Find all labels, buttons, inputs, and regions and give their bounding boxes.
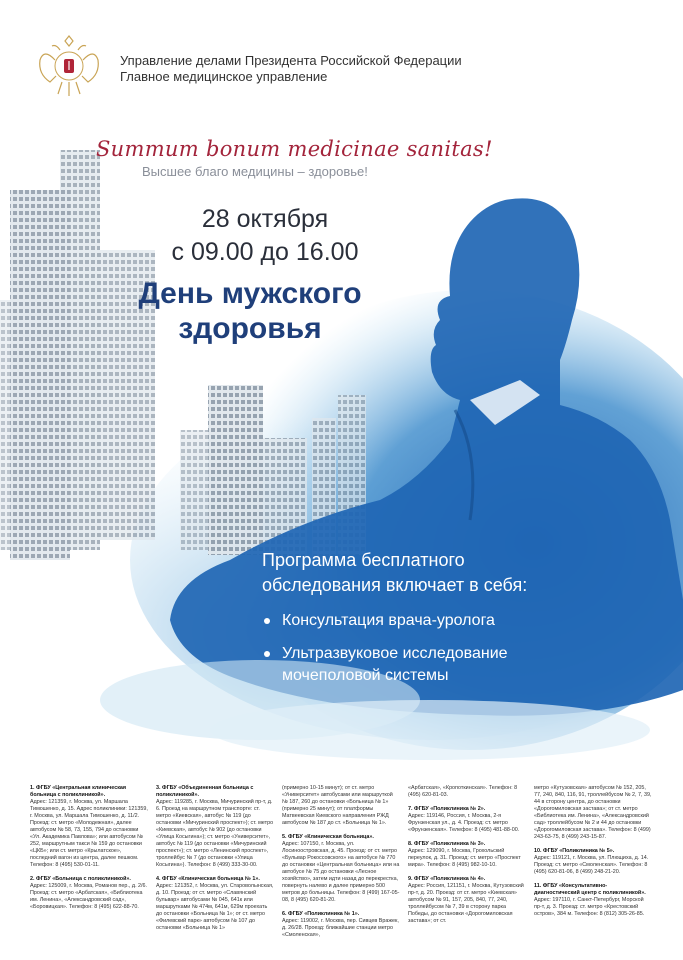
clinic-name: 10. ФГБУ «Поликлиника № 5». [534,848,615,854]
program-title-line-1: Программа бесплатного [262,550,465,570]
clinic-entry [534,848,652,876]
clinic-details: «Арбатская», «Кропоткинская». Телефон: 8 (495) 620-81-03. [408,785,518,798]
address-column [534,785,652,925]
bullet-icon [264,651,270,657]
event-title-line-2: здоровья [178,312,322,345]
clinic-details: Адрес: 119146, Россия, г. Москва, 2-я Фрунзенская ул., д. 4. Проезд: ст. метро «Фрунзенская». Телефон: 8 (495) 481-88-00. [408,813,520,833]
org-line-1: Управление делами Президента Российской Федерации [120,53,462,68]
program-title [262,548,592,598]
clinic-name: 9. ФГБУ «Поликлиника № 4». [408,876,486,882]
program-item-text: Консультация врача-уролога [282,612,495,629]
clinic-details: Адрес: 125009, г. Москва, Романов пер., д. 2/6. Проезд: ст. метро «Арбатская», «Библиотека им. Ленина», «Александровский сад», «Боровицкая». Телефон: 8 (495) 622-88-70. [30,883,148,910]
clinic-entry [282,785,400,827]
program-item [262,643,582,687]
clinic-entry [408,876,526,925]
address-column [282,785,400,946]
clinic-address-list [30,785,660,955]
clinic-name: 7. ФГБУ «Поликлиника № 2». [408,806,486,812]
clinic-details: Адрес: 107150, г. Москва, ул. Лосиноостровская, д. 45. Проезд: от ст. метро «Бульвар Рокоссовского» на автобусе № 770 до остановки «Центральная больница» или на автобусе № 75 до остановки «Лесное хозяйство», затем идти назад до перекрестка, повернуть налево и далее примерно 500 метров до больницы. Телефон: 8 (499) 167-05-08, 8 (495) 620-81-20. [282,841,400,903]
clinic-name: 3. ФГБУ «Объединенная больница с поликлиникой». [156,785,254,798]
clinic-details: Адрес: 119121, г. Москва, ул. Плющиха, д. 14. Проезд: ст. метро «Смоленская». Телефон: 8 (495) 620-81-06, 8 (499) 248-21-20. [534,855,649,875]
event-title-line-1: День мужского [138,277,362,310]
clinic-details: Адрес: 121352, г. Москва, ул. Староволынская, д. 10. Проезд: от ст. метро «Славянский бульвар» автобусами № 045, 641к или маршрутками № 474м, 641м, 629м проехать до остановки «Больница № 1»; от ст. метро «Филевский парк» автобусом № 107 до остановки «Больница № 1» [156,883,274,931]
program-item [262,610,582,632]
clinic-entry [534,785,652,841]
motto-translation: Высшее благо медицины – здоровье! [142,164,368,179]
address-column [156,785,274,939]
program-title-line-2: обследования включает в себя: [262,575,528,595]
clinic-entry [156,876,274,932]
clinic-name: 6. ФГБУ «Поликлиника № 1». [282,911,360,917]
clinic-name: 5. ФГБУ «Клиническая больница». [282,834,374,840]
address-column [30,785,148,918]
program-item-text-line-1: Ультразвуковое исследование [282,645,508,662]
clinic-details: Адрес: Россия, 121151, г. Москва, Кутузовский пр-т, д. 20. Проезд: от ст. метро «Киевская» автобусом № 91, 157, 205, 840, 77, 240, троллейбусом № 7, 39 в сторону парка Победы, до остановки «Дорогомиловская застава»; от ст. [408,883,524,924]
clinic-name: 2. ФГБУ «Больница с поликлиникой». [30,876,131,882]
clinic-entry [408,841,526,869]
clinic-entry [282,834,400,904]
clinic-entry [282,911,400,939]
clinic-details: Адрес: 129090, г. Москва, Грохольский переулок, д. 31. Проезд: ст. метро «Проспект мира». Телефон: 8 (495) 982-10-10. [408,848,521,868]
clinic-entry [408,785,526,799]
clinic-name: 1. ФГБУ «Центральная клиническая больница с поликлиникой». [30,785,127,798]
clinic-entry [534,883,652,918]
event-date: 28 октября [201,205,329,233]
clinic-details: Адрес: 121359, г. Москва, ул. Маршала Тимошенко, д. 15. Адрес поликлиники: 121359, г. Москва, ул. Маршала Тимошенко, д. 11/2. Проезд: ст. метро «Молодежная», далее автобусом № 58, 73, 155, 794 до остановки «Ул. Академика Павлова»; или автобусом № 252, маршрутным такси № 159 до остановки «ЦКБ»; или ст. метро «Крылатское», последний вагон из центра, далее пешком. Телефон: 8 (495) 530-01-11. [30,799,148,868]
clinic-name: 11. ФГБУ «Консультативно-диагностический центр с поликлиникой». [534,883,646,896]
clinic-name: 4. ФГБУ «Клиническая больница № 1». [156,876,260,882]
clinic-details: Адрес: 197110, г. Санкт-Петербург, Морской пр-т, д. 3. Проезд: ст. метро «Крестовский остров», 384 м. Телефон: 8 (812) 305-26-85. [534,897,645,917]
clinic-entry [156,785,274,869]
clinic-entry [408,806,526,834]
program-item-text-line-2: мочеполовой системы [282,667,449,684]
clinic-entry [30,876,148,911]
clinic-details: Адрес: 119285, г. Москва, Мичуринский пр-т, д. 6. Проезд на маршрутном транспорте: ст. метро «Киевская», автобус № 119 (до остановки «Мичуринский проспект»); ст. метро «Киевская», автобус № 902 (до остановки «Улица Косыгина»); ст. метро «Университет», автобус № 119 (до остановки «Мичуринский проспект»); ст. метро «Ленинский проспект», троллейбус № 7 (до остановки «Улица Косыгина»). Телефон: 8 (499) 333-30-00. [156,799,274,868]
address-column [408,785,526,932]
double-headed-eagle-emblem-icon [34,30,104,100]
clinic-name: 8. ФГБУ «Поликлиника № 3». [408,841,486,847]
org-line-2: Главное медицинское управление [120,69,328,84]
organization-name [120,53,462,85]
event-time: с 09.00 до 16.00 [171,238,359,266]
clinic-details: Адрес: 119002, г. Москва, пер. Сивцев Вражек, д. 26/28. Проезд: ближайшие станции метро «Смоленская», [282,918,399,938]
latin-motto: Summum bonum medicinae sanitas! [96,137,493,161]
event-title [90,276,410,346]
clinic-details: метро «Кутузовская» автобусом № 152, 205, 77, 240, 840, 116, 91, троллейбусом № 2, 7, 39, 44 в сторону центра, до остановки «Дорогомиловская застава»; от ст. метро «Библиотека им. Ленина», «Александровский сад» троллейбусом № 2 и 44 до остановки «Дорогомиловская застава». Телефон: 8 (499) 243-63-75, 8 (499) 243-15-87. [534,785,652,840]
clinic-details: (примерно 10-15 минут); от ст. метро «Университет» автобусами или маршруткой № 187, 260 до остановки «Больница № 1» (примерно 25 минут); от платформы Матвеевская Киевского направления РЖД автобусом № 187 до ст. «Больница № 1». [282,785,393,826]
bullet-icon [264,618,270,624]
clinic-entry [30,785,148,869]
